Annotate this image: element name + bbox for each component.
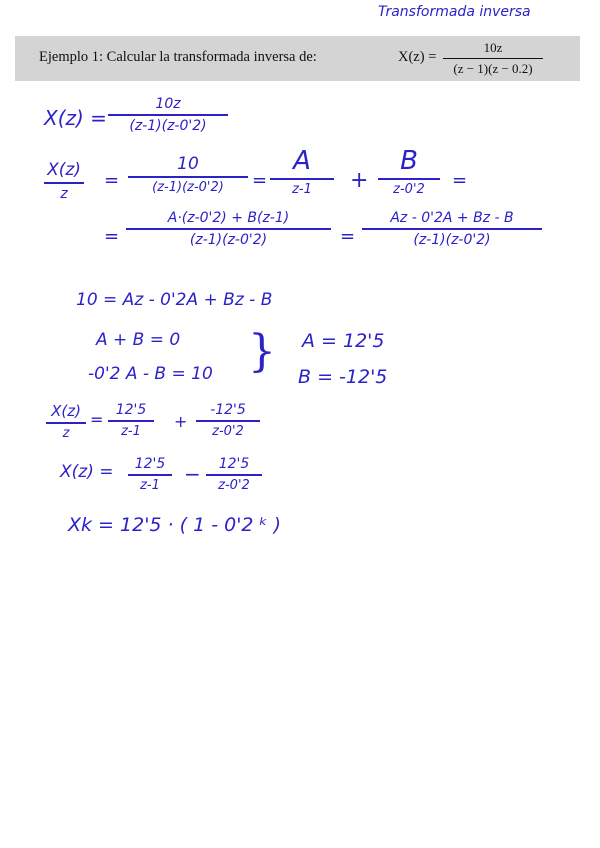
problem-numerator: 10z: [483, 40, 503, 55]
line3-f1-bar: [126, 228, 331, 230]
line7-f2-denominator: z-0'2: [212, 423, 244, 439]
line2-eq2: =: [252, 170, 268, 191]
header-note: Transformada inversa: [378, 4, 531, 20]
line7-plus: +: [174, 412, 188, 431]
line4-equation: 10 = Az - 0'2A + Bz - B: [76, 290, 273, 310]
line3-f2-bar: [362, 228, 542, 230]
problem-statement-box: [15, 36, 580, 81]
line2-f1-bar: [128, 176, 248, 178]
line7-lhs-denominator: z: [62, 425, 70, 441]
line1-fraction: [108, 96, 228, 134]
line7-f1-numerator: 12'5: [115, 402, 147, 418]
line8-minus: −: [184, 462, 201, 486]
problem-lhs: X(z) =: [398, 49, 437, 65]
line1-numerator: 10z: [155, 96, 181, 112]
line2-eq3: =: [452, 170, 468, 191]
line2-fraction3: [378, 146, 440, 197]
line7-lhs-numerator: X(z): [51, 402, 81, 420]
line2-lhs-denominator: z: [60, 185, 68, 202]
line7-f2-bar: [196, 420, 260, 422]
line3-f1-numerator: A·(z-0'2) + B(z-1): [167, 210, 290, 226]
line8-f1-numerator: 12'5: [134, 456, 166, 472]
line2-lhs-bar: [44, 182, 84, 184]
problem-fraction: [443, 40, 543, 77]
line8-fraction1: [128, 456, 172, 493]
line2-f3-numerator: B: [400, 146, 418, 176]
line8-f2-denominator: z-0'2: [218, 477, 250, 493]
solution-a: A = 12'5: [302, 330, 385, 352]
line2-f1-numerator: 10: [177, 154, 199, 174]
line7-f1-bar: [108, 420, 154, 422]
line7-fraction1: [108, 402, 154, 439]
line3-fraction1: [126, 210, 331, 248]
line8-lhs: X(z) =: [60, 462, 114, 482]
line3-f2-denominator: (z-1)(z-0'2): [413, 231, 491, 248]
problem-statement: Ejemplo 1: Calcular la transformada inversa de:: [39, 49, 317, 65]
problem-denominator: (z − 1)(z − 0.2): [453, 61, 533, 76]
solution-b: B = -12'5: [298, 366, 388, 388]
line1-lhs: X(z) =: [44, 106, 107, 130]
system-eq2: -0'2 A - B = 10: [88, 364, 213, 384]
problem-fraction-bar: [443, 58, 543, 59]
line3-eq2: =: [340, 226, 356, 247]
line8-fraction2: [206, 456, 262, 493]
final-result: Xk = 12'5 · ( 1 - 0'2 ᵏ ): [68, 514, 282, 536]
line7-f1-denominator: z-1: [121, 423, 141, 439]
line2-eq1: =: [104, 170, 120, 191]
line8-f1-bar: [128, 474, 172, 476]
line3-f1-denominator: (z-1)(z-0'2): [189, 231, 268, 248]
line8-f2-bar: [206, 474, 262, 476]
line2-plus: +: [350, 168, 369, 193]
line7-fraction2: [196, 402, 260, 439]
line2-f2-numerator: A: [293, 146, 311, 176]
line1-denominator: (z-1)(z-0'2): [129, 117, 207, 134]
line3-f2-numerator: Az - 0'2A + Bz - B: [390, 210, 514, 226]
line7-eq: =: [90, 410, 104, 429]
line2-lhs-fraction: [44, 160, 84, 202]
line7-lhs-bar: [46, 422, 86, 424]
line7-lhs-fraction: [46, 402, 86, 441]
line2-f2-bar: [270, 178, 334, 180]
line1-fraction-bar: [108, 114, 228, 116]
line8-f1-denominator: z-1: [140, 477, 160, 493]
line2-f3-denominator: z-0'2: [393, 181, 425, 197]
line2-lhs-numerator: X(z): [47, 160, 81, 180]
line2-fraction1: [128, 154, 248, 195]
line7-f2-numerator: -12'5: [210, 402, 246, 418]
line3-eq1: =: [104, 226, 120, 247]
line2-fraction2: [270, 146, 334, 197]
line2-f3-bar: [378, 178, 440, 180]
line2-f1-denominator: (z-1)(z-0'2): [152, 179, 224, 195]
system-brace: }: [248, 326, 276, 377]
line8-f2-numerator: 12'5: [218, 456, 250, 472]
system-eq1: A + B = 0: [96, 330, 181, 350]
line2-f2-denominator: z-1: [292, 181, 312, 197]
line3-fraction2: [362, 210, 542, 248]
